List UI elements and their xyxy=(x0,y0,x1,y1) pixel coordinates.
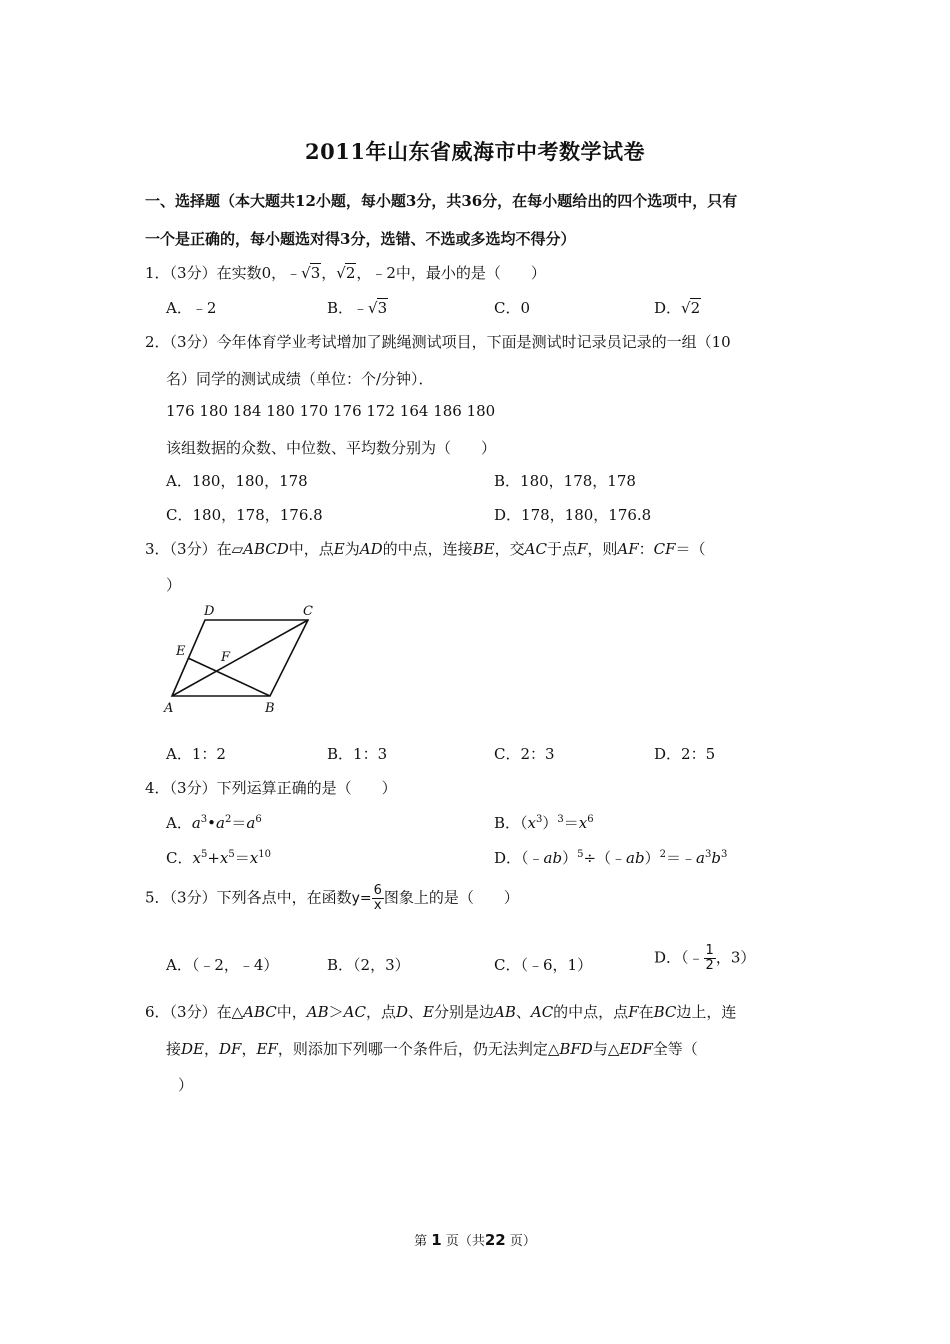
page-footer: 第 1 页（共22 页） xyxy=(414,1231,536,1249)
label-a: A xyxy=(164,701,174,716)
question-5-stem: 5．（3分）下列各点中，在函数y= $\frac{6}{x}$ 图象上的是（ ） xyxy=(145,883,519,913)
question-1-option-c: C．0 xyxy=(494,299,531,317)
question-2-option-b: B．180，178，178 xyxy=(494,472,636,490)
question-3-close-paren: ） xyxy=(166,576,182,594)
section-heading-line1: 一、选择题（本大题共12小题，每小题3分，共36分，在每小题给出的四个选项中，只有 xyxy=(145,192,738,210)
fraction-6-over-x: $\frac{6}{x}$ xyxy=(373,883,382,913)
question-4-option-d: D．$(﹣ab)^5\div(﹣ab)^2=﹣a^3b^3$ xyxy=(494,849,728,867)
question-6-stem-line1: 6．（3分）在△ABC中，AB＞AC，点D、E分别是边AB、AC的中点，点F在BC边上，连 xyxy=(145,1003,737,1021)
question-2-option-c: C．180，178，176.8 xyxy=(166,506,323,524)
label-c: C xyxy=(303,604,313,619)
diagonal-ac xyxy=(172,620,308,696)
label-d: D xyxy=(204,604,215,619)
question-6-stem-line2: 接DE，DF，EF，则添加下列哪一个条件后，仍无法判定△BFD与△EDF全等（ xyxy=(166,1040,698,1058)
question-5-option-b: B．（2，3） xyxy=(327,956,410,974)
question-3-option-b: B．1：3 xyxy=(327,745,388,763)
label-e: E xyxy=(176,644,186,659)
question-2-data: 176 180 184 180 170 176 172 164 186 180 xyxy=(166,402,496,420)
question-3-stem: 3．（3分）在▱ABCD中，点E为AD的中点，连接BE，交AC于点F，则AF：CF＝（ xyxy=(145,540,706,558)
question-4-stem: 4．（3分）下列运算正确的是（ ） xyxy=(145,779,397,797)
question-2-stem-line2: 名）同学的测试成绩（单位：个/分钟）． xyxy=(166,370,434,388)
question-5-option-c: C．（﹣6，1） xyxy=(494,956,593,974)
question-3-option-a: A．1：2 xyxy=(166,745,226,763)
question-4-option-c: C．$x^5+x^5=x^{10}$ xyxy=(166,849,271,867)
question-3-option-d: D．2：5 xyxy=(654,745,716,763)
question-1-option-a: A．﹣2 xyxy=(166,299,217,317)
question-3-option-c: C．2：3 xyxy=(494,745,555,763)
page-title: 2011年山东省威海市中考数学试卷 xyxy=(305,139,645,164)
label-f: F xyxy=(221,650,231,665)
question-1-stem: 1．（3分）在实数0，﹣√3，√2，﹣2中，最小的是（ ） xyxy=(145,264,546,282)
parallelogram-figure xyxy=(160,600,330,718)
label-b: B xyxy=(265,701,275,716)
fraction-1-over-2: $\frac{1}{2}$ xyxy=(705,943,714,973)
question-4-option-b: B．$(x^3)^3=x^6$ xyxy=(494,814,594,832)
question-4-option-a: A．$a^3•a^2=a^6$ xyxy=(166,814,262,832)
question-6-close-paren: ） xyxy=(178,1076,194,1094)
question-2-stem-line1: 2．（3分）今年体育学业考试增加了跳绳测试项目，下面是测试时记录员记录的一组（10 xyxy=(145,333,731,351)
question-5-option-d: D．（﹣ $\frac{1}{2}$ ，3） xyxy=(654,943,756,973)
section-heading-line2: 一个是正确的，每小题选对得3分，选错、不选或多选均不得分） xyxy=(145,230,576,248)
question-2-ask: 该组数据的众数、中位数、平均数分别为（ ） xyxy=(166,439,497,457)
question-5-option-a: A．（﹣2，﹣4） xyxy=(166,956,279,974)
question-1-option-d: D．√2 xyxy=(654,299,701,317)
question-2-option-d: D．178，180，176.8 xyxy=(494,506,652,524)
question-1-option-b: B．﹣√3 xyxy=(327,299,388,317)
question-2-option-a: A．180，180，178 xyxy=(166,472,308,490)
